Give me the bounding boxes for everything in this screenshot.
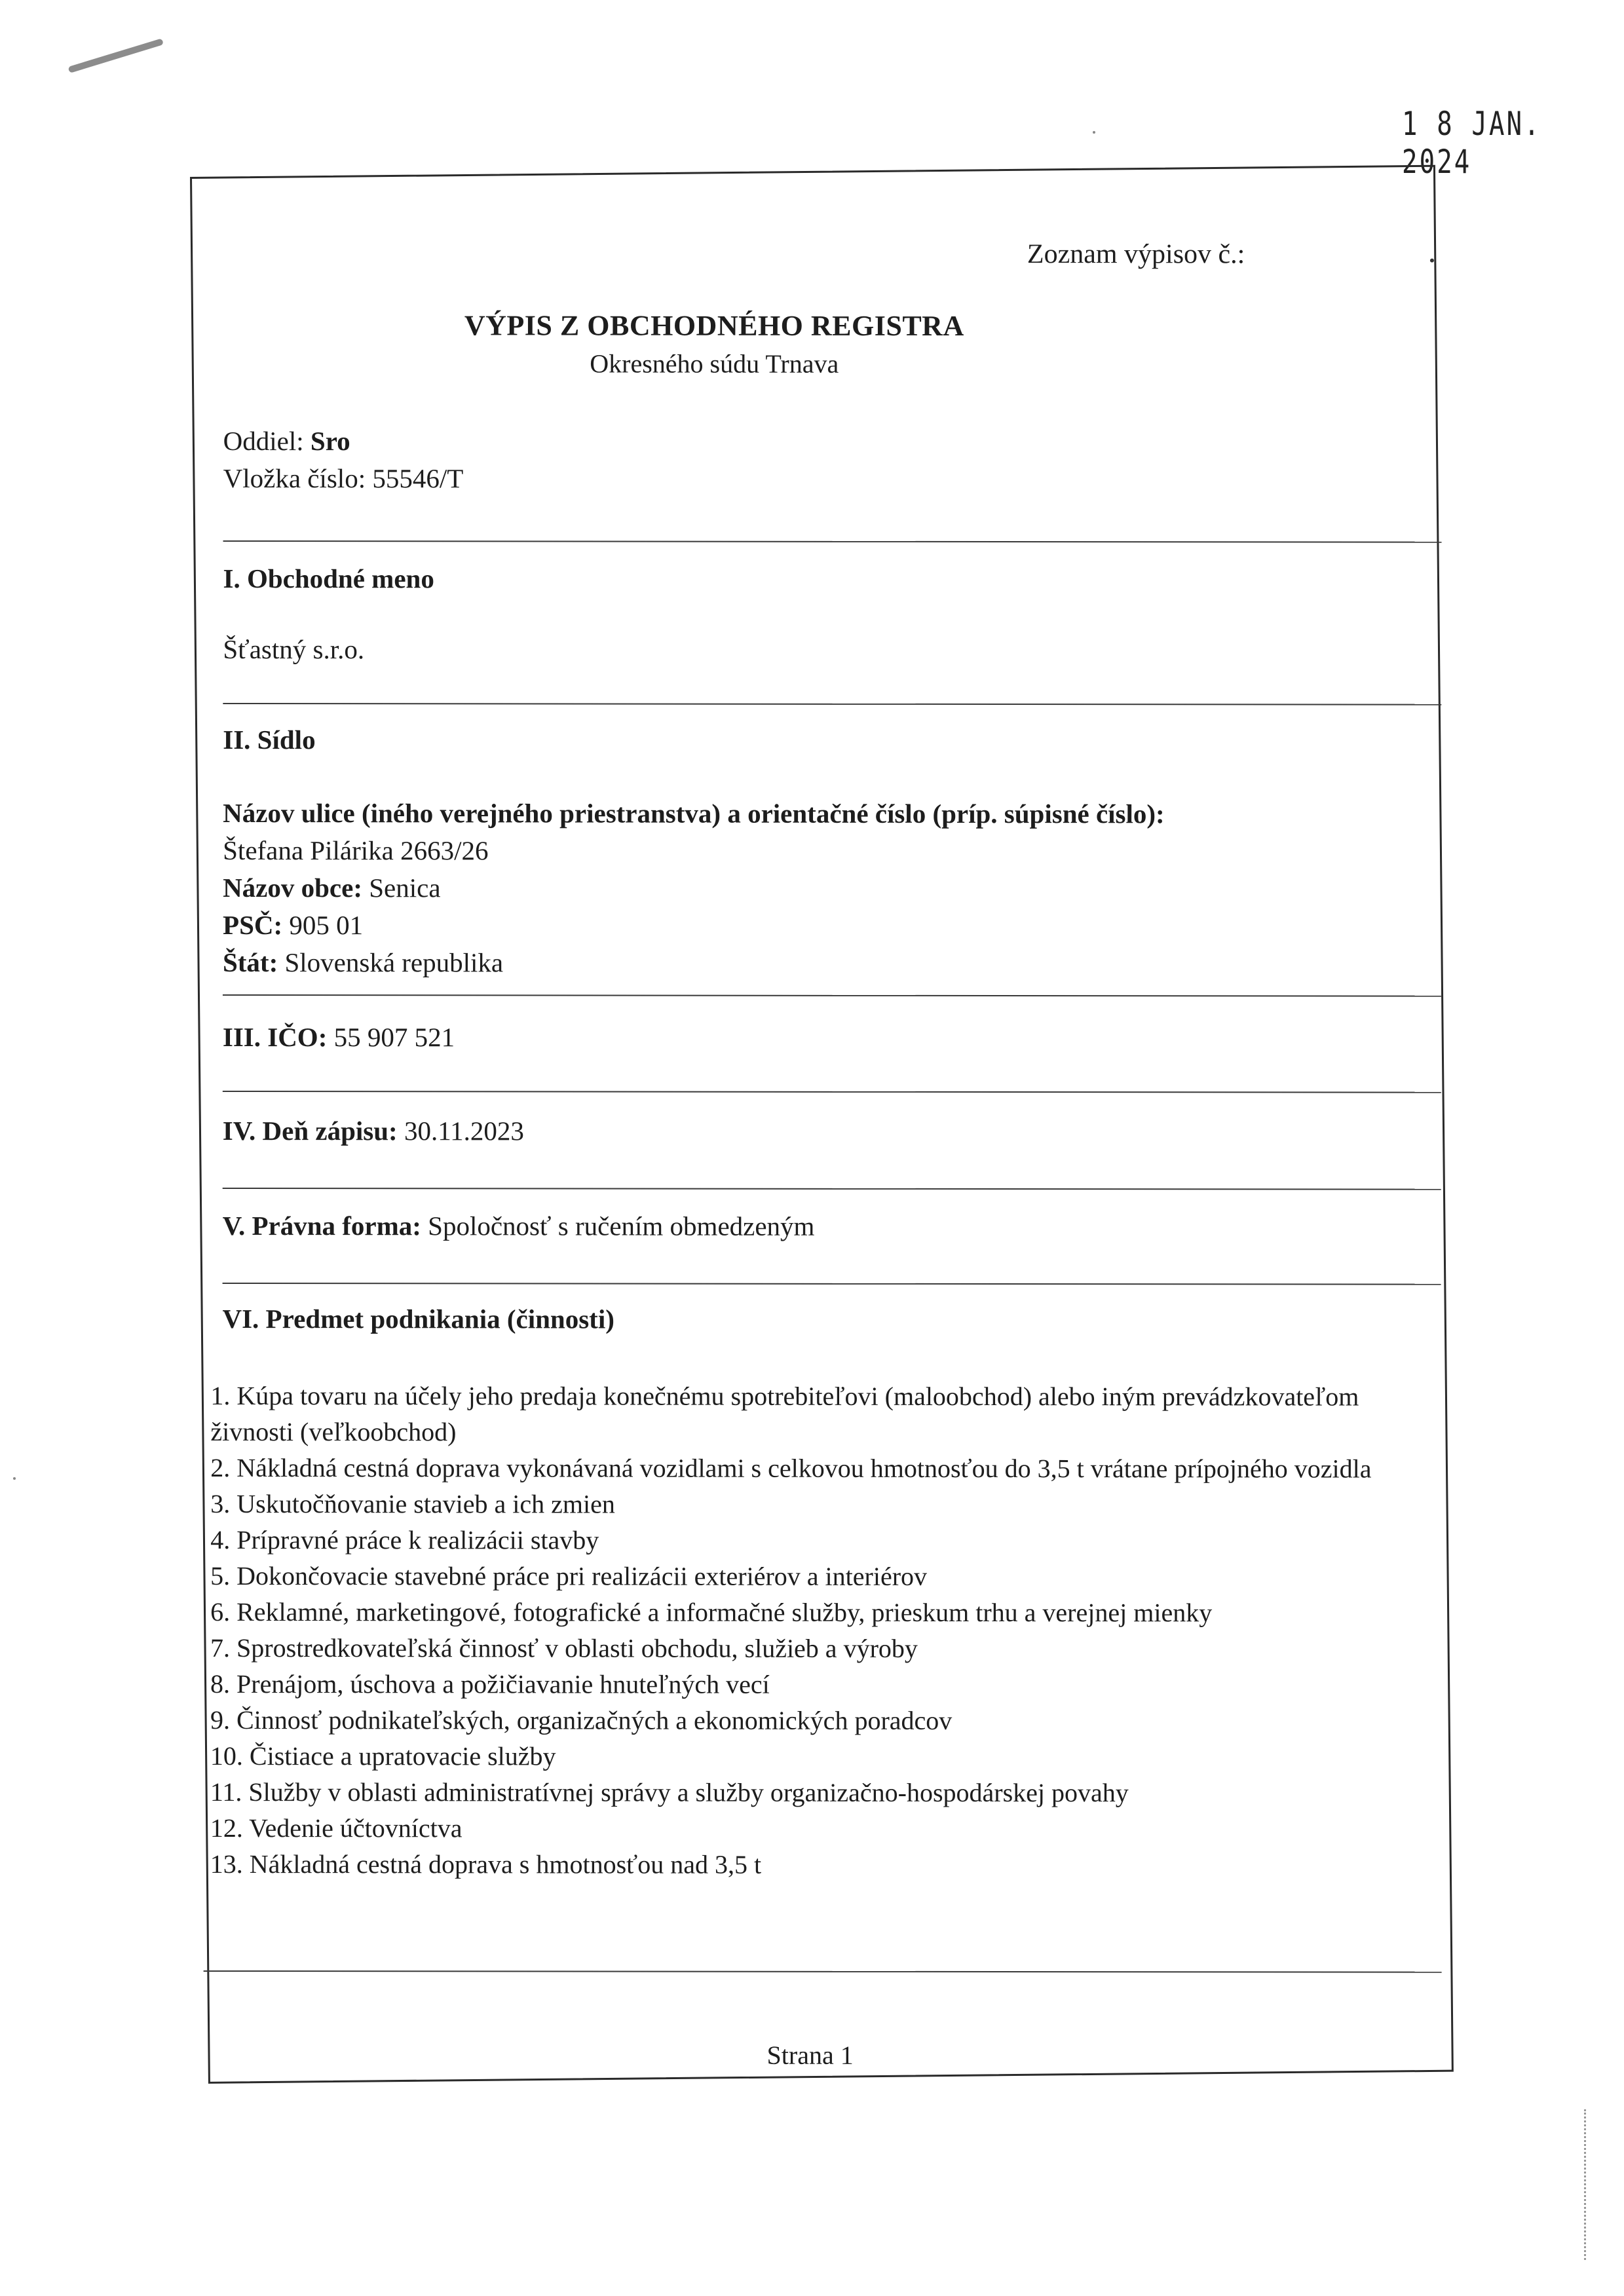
list-number-dot bbox=[1430, 259, 1434, 263]
postal-line: PSČ: 905 01 bbox=[223, 910, 364, 941]
pen-mark bbox=[68, 38, 164, 73]
country-line: Štát: Slovenská republika bbox=[222, 947, 504, 978]
activity-item: 10. Čistiace a upratovacie služby bbox=[210, 1741, 556, 1771]
scan-artifact bbox=[1584, 2109, 1588, 2260]
ico-line: III. IČO: 55 907 521 bbox=[222, 1022, 455, 1053]
divider bbox=[223, 994, 1441, 997]
received-date-stamp: 1 8 JAN. 2024 bbox=[1402, 105, 1541, 181]
seat-heading: II. Sídlo bbox=[223, 725, 316, 755]
legal-form-value: Spoločnosť s ručením obmedzeným bbox=[428, 1211, 815, 1241]
municipality-value: Senica bbox=[369, 873, 441, 903]
document-subtitle: Okresného súdu Trnava bbox=[590, 348, 839, 379]
activity-item: 7. Sprostredkovateľská činnosť v oblasti obchodu, služieb a výroby bbox=[210, 1632, 918, 1663]
activity-item: 12. Vedenie účtovníctva bbox=[210, 1813, 463, 1843]
postal-value: 905 01 bbox=[289, 910, 364, 941]
activity-item: 9. Činnosť podnikateľských, organizačných a ekonomických poradcov bbox=[210, 1704, 953, 1735]
insert-value: 55546/T bbox=[372, 463, 464, 494]
activity-item: 2. Nákladná cestná doprava vykonávaná vozidlami s celkovou hmotnosťou do 3,5 t vrátane prípojného vozidla bbox=[210, 1452, 1372, 1484]
registration-date-value: 30.11.2023 bbox=[404, 1116, 524, 1146]
scan-speck bbox=[1093, 131, 1095, 134]
activities-heading: VI. Predmet podnikania (činnosti) bbox=[222, 1304, 614, 1334]
divider bbox=[204, 1970, 1442, 1973]
divider bbox=[223, 1283, 1441, 1285]
ico-value: 55 907 521 bbox=[333, 1022, 455, 1053]
document-title: VÝPIS Z OBCHODNÉHO REGISTRA bbox=[464, 309, 964, 342]
activity-item: 5. Dokončovacie stavebné práce pri realizácii exteriérov a interiérov bbox=[210, 1560, 928, 1591]
activity-item: 4. Prípravné práce k realizácii stavby bbox=[210, 1524, 599, 1555]
section-line: Oddiel: Sro bbox=[223, 426, 350, 457]
activity-item: 11. Služby v oblasti administratívnej správy a služby organizačno-hospodárskej povahy bbox=[210, 1777, 1129, 1808]
registration-date-line: IV. Deň zápisu: 30.11.2023 bbox=[222, 1116, 524, 1146]
business-name-value: Šťastný s.r.o. bbox=[223, 634, 365, 665]
business-name-heading: I. Obchodné meno bbox=[223, 563, 434, 594]
registration-block bbox=[223, 423, 464, 497]
page-number: Strana 1 bbox=[766, 2040, 854, 2070]
seat-block bbox=[223, 795, 1165, 982]
municipality-line: Názov obce: Senica bbox=[223, 873, 441, 903]
insert-line: Vložka číslo: 55546/T bbox=[223, 463, 464, 494]
activity-item: 3. Uskutočňovanie stavieb a ich zmien bbox=[210, 1488, 615, 1519]
street-label: Názov ulice (iného verejného priestranstva) a orientačné číslo (príp. súpisné číslo): bbox=[223, 798, 1165, 829]
scan-speck bbox=[13, 1477, 16, 1480]
list-number-label: Zoznam výpisov č.: bbox=[1027, 239, 1245, 270]
activity-item: 6. Reklamné, marketingové, fotografické a informačné služby, prieskum trhu a verejnej mienky bbox=[210, 1596, 1213, 1628]
activity-item: 8. Prenájom, úschova a požičiavanie hnuteľných vecí bbox=[210, 1668, 770, 1699]
legal-form-line: V. Právna forma: Spoločnosť s ručením obmedzeným bbox=[222, 1211, 815, 1241]
section-value: Sro bbox=[310, 426, 350, 457]
document-frame bbox=[190, 165, 1454, 2084]
street-value: Štefana Pilárika 2663/26 bbox=[223, 835, 489, 866]
divider bbox=[223, 540, 1442, 543]
document-body bbox=[190, 179, 1433, 2083]
country-value: Slovenská republika bbox=[284, 947, 504, 978]
activities-list bbox=[210, 1378, 1390, 1883]
activity-item: 13. Nákladná cestná doprava s hmotnosťou nad 3,5 t bbox=[210, 1849, 762, 1879]
divider bbox=[223, 703, 1441, 706]
activity-item: 1. Kúpa tovaru na účely jeho predaja konečnému spotrebiteľovi (maloobchod) alebo iným prevádzkovateľom živnosti (veľkoobchod) bbox=[210, 1380, 1359, 1447]
divider bbox=[223, 1091, 1441, 1093]
divider bbox=[223, 1188, 1441, 1190]
